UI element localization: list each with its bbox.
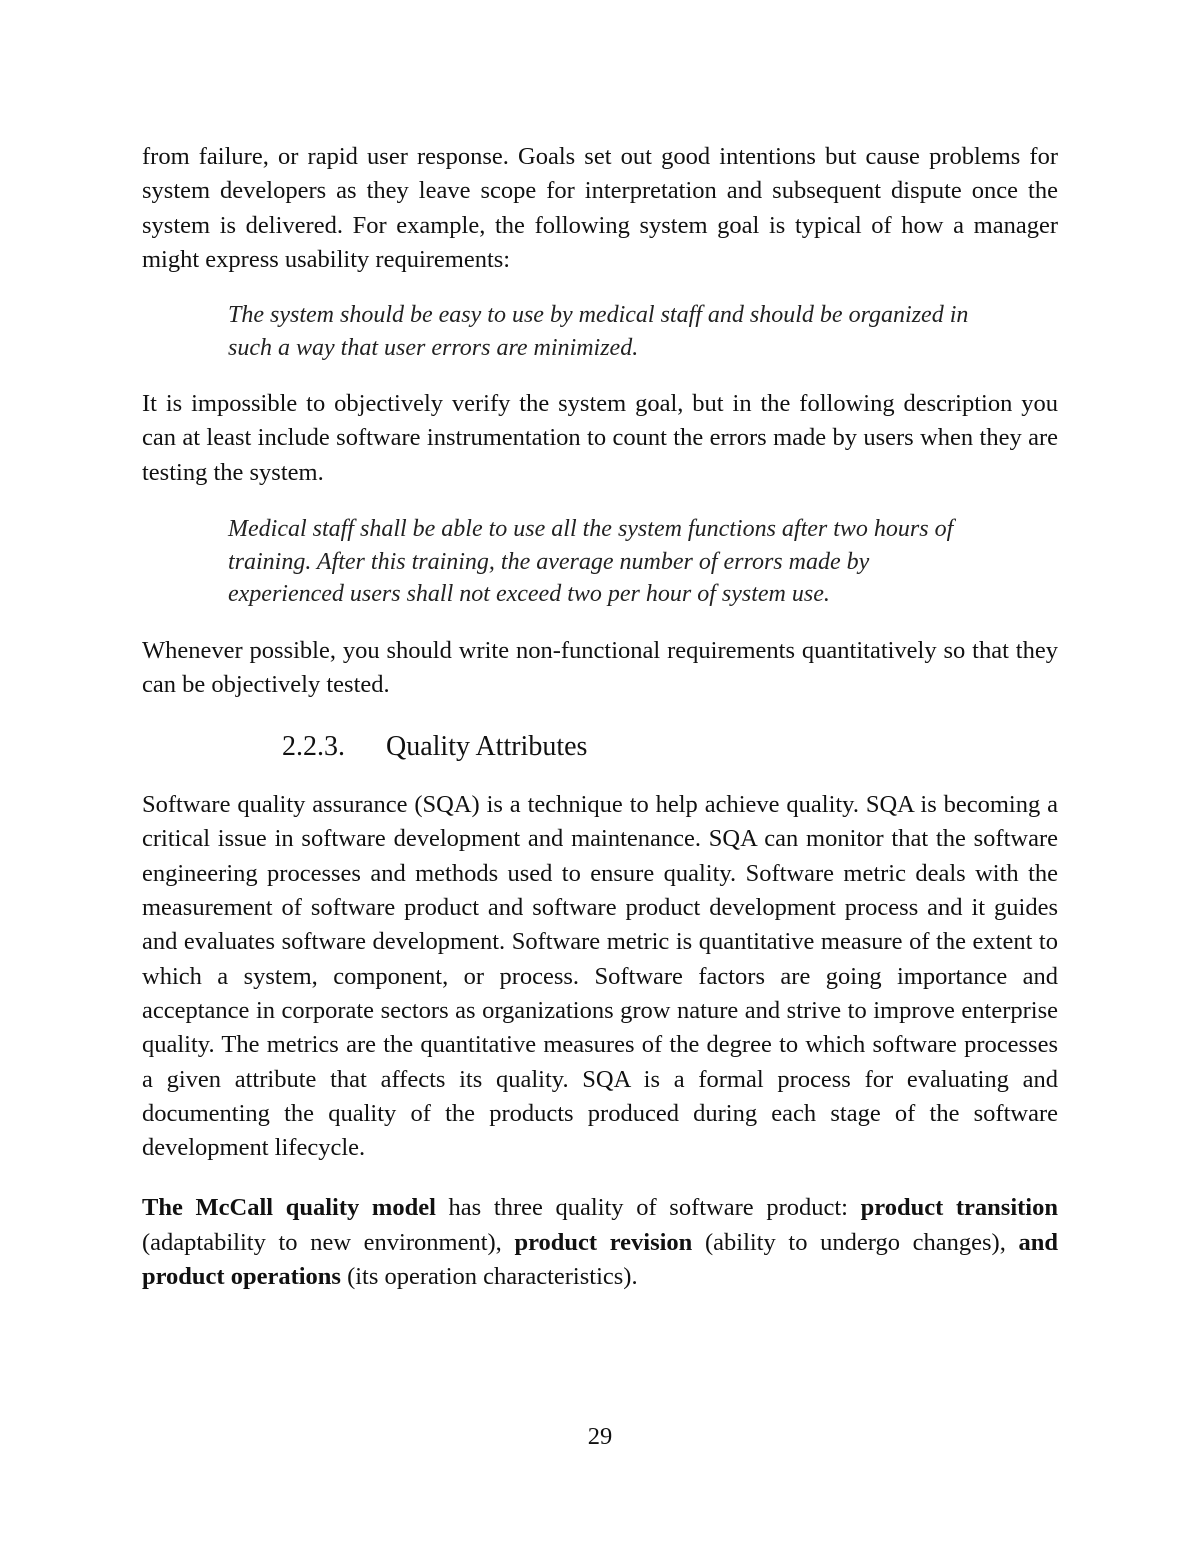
verification-paragraph: It is impossible to objectively verify the system goal, but in the following description you can at least include software instrumentation to count the errors made by users when they are testing the system. (142, 390, 1058, 486)
quantitative-paragraph: Whenever possible, you should write non-functional requirements quantitatively so that they can be objectively tested. (142, 636, 1058, 698)
section-title: Quality Attributes (386, 731, 588, 763)
product-transition-term: product transition (860, 1194, 1058, 1222)
section-number: 2.2.3. (282, 731, 345, 763)
product-revision-term: product revision (514, 1228, 693, 1256)
page-number: 29 (587, 1423, 613, 1450)
product-operations-term: and product operations (142, 1228, 1058, 1291)
sqa-paragraph: Software quality assurance (SQA) is a technique to help achieve quality. SQA is becoming a critical issue in software development and maintenance. SQA can monitor that the software engineering processes and methods used to ensure quality. Software metric deals with the measurement of software product and software product development process and it guides and evaluates software development. Software metric is quantitative measure of the extent to which a system, component, or process. Software factors are going importance and acceptance in corporate sectors as organizations grow nature and strive to improve enterprise quality. The metrics are the quantitative measures of the degree to which software processes a given attribute that affects its quality. SQA is a formal process for evaluating and documenting the quality of the products produced during each stage of the software development lifecycle. (142, 791, 1058, 1162)
section-heading (142, 729, 1058, 765)
usability-goal-quote: The system should be easy to use by medical staff and should be organized in such a way that user errors are minimized. (228, 302, 969, 361)
mccall-text-3: (ability to undergo changes), (692, 1228, 1019, 1256)
intro-paragraph: from failure, or rapid user response. Goals set out good intentions but cause problems for system developers as they leave scope for interpretation and subsequent dispute once the system is delivered. For example, the following system goal is typical of how a manager might express usability requirements: (142, 143, 1058, 273)
mccall-paragraph (142, 1191, 1058, 1294)
mccall-model-term: The McCall quality model (142, 1194, 436, 1222)
training-requirement-quote: Medical staff shall be able to use all the system functions after two hours of training. After this training, the average number of errors made by experienced users shall not exceed two per hour of system use. (228, 516, 954, 608)
mccall-text-4: (its operation characteristics). (340, 1263, 638, 1291)
document-page (142, 140, 1058, 1294)
mccall-text-1: has three quality of software product: (435, 1194, 861, 1222)
mccall-text-2: (adaptability to new environment), (142, 1228, 515, 1256)
